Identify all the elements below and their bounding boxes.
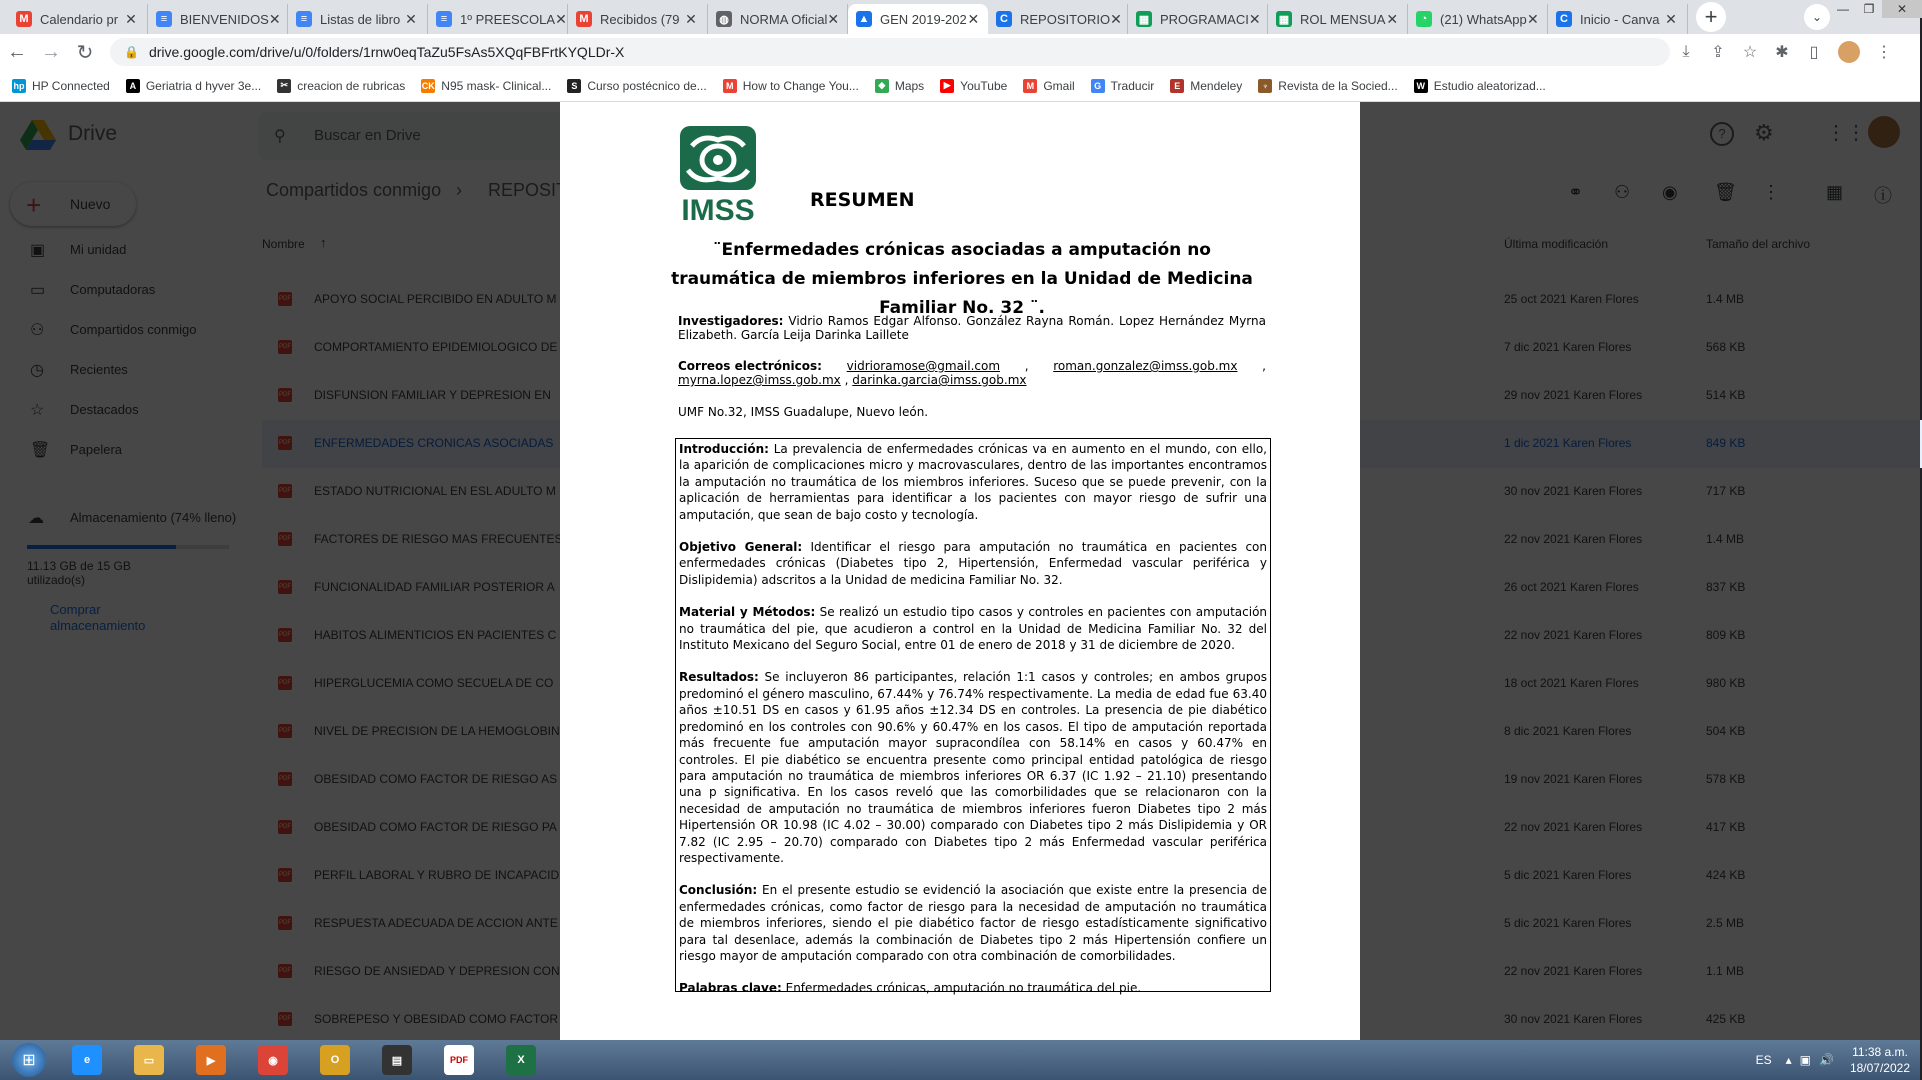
bookmark-item[interactable] [12, 79, 110, 93]
taskbar-app-button[interactable] [306, 1041, 364, 1079]
browser-tab[interactable] [8, 4, 148, 34]
investigators-label: Investigadores: [678, 314, 784, 328]
bookmark-label: Traducir [1110, 78, 1155, 93]
abstract-section-label: Palabras clave: [679, 981, 782, 996]
taskbar-app-button[interactable] [58, 1041, 116, 1079]
address-toolbar [0, 34, 1920, 70]
bookmark-label: YouTube [960, 78, 1008, 93]
browser-tab-title: 1º PREESCOLA [460, 11, 556, 27]
browser-tab[interactable] [848, 4, 988, 34]
close-window-button[interactable]: ✕ [1882, 0, 1922, 18]
bookmark-favicon-icon: ✂ [277, 79, 291, 93]
browser-tab[interactable] [1548, 4, 1688, 34]
docs-icon: ≡ [296, 11, 312, 27]
abstract-section [679, 980, 1267, 996]
windows-taskbar [0, 1040, 1920, 1080]
abstract-section-label: Conclusión: [679, 883, 758, 898]
forward-button[interactable]: → [41, 40, 61, 63]
bookmark-item[interactable] [126, 79, 261, 93]
share-icon[interactable]: ⇪ [1711, 44, 1725, 61]
browser-tab[interactable] [1408, 4, 1548, 34]
lock-icon: 🔒 [124, 45, 139, 59]
clock-time: 11:38 a.m. [1852, 1045, 1908, 1059]
bookmark-favicon-icon: S [567, 79, 581, 93]
browser-tab[interactable] [1128, 4, 1268, 34]
bookmark-favicon-icon: M [723, 79, 737, 93]
close-tab-icon[interactable]: ✕ [405, 10, 417, 27]
close-tab-icon[interactable]: ✕ [685, 10, 697, 27]
browser-tab-title: BIENVENIDOS [180, 11, 269, 27]
browser-tab-title: PROGRAMACI [1160, 11, 1249, 27]
media-player-icon: ▶ [196, 1045, 226, 1075]
bookmark-item[interactable] [421, 79, 551, 93]
close-tab-icon[interactable]: ✕ [1526, 10, 1539, 27]
maximize-button[interactable]: ❐ [1863, 2, 1875, 16]
taskbar-app-button[interactable] [368, 1041, 426, 1079]
bookmark-star-icon[interactable]: ☆ [1742, 44, 1758, 61]
bookmark-item[interactable] [567, 79, 706, 93]
bookmark-label: N95 mask- Clinical... [441, 78, 552, 93]
bookmark-item[interactable] [277, 79, 405, 93]
bookmark-item[interactable] [1414, 79, 1546, 93]
volume-icon[interactable]: 🔊 [1818, 1053, 1834, 1067]
close-tab-icon[interactable]: ✕ [967, 10, 980, 27]
close-tab-icon[interactable]: ✕ [125, 10, 137, 27]
abstract-section-label: Introducción: [679, 442, 769, 456]
profile-avatar[interactable] [1838, 41, 1860, 63]
abstract-section-label: Material y Métodos: [679, 605, 816, 620]
email-1[interactable]: vidrioramose@gmail.com [846, 359, 1001, 373]
email-3[interactable]: myrna.lopez@imss.gob.mx [678, 373, 841, 387]
docs-icon: ≡ [436, 11, 452, 27]
browser-tab-title: Calendario pr [40, 11, 119, 27]
imss-logo-text: IMSS [681, 194, 755, 227]
canva-icon: C [996, 11, 1012, 27]
new-tab-button[interactable]: + [1696, 2, 1726, 32]
close-tab-icon[interactable]: ✕ [555, 10, 567, 27]
abstract-section [679, 669, 1267, 866]
bookmark-label: HP Connected [32, 78, 110, 93]
start-button[interactable] [4, 1041, 54, 1079]
bookmark-favicon-icon: G [1091, 79, 1105, 93]
close-tab-icon[interactable]: ✕ [1110, 10, 1122, 27]
close-tab-icon[interactable]: ✕ [268, 10, 281, 27]
pdf-icon: PDF [444, 1045, 474, 1075]
taskbar-app-button[interactable] [120, 1041, 178, 1079]
file-explorer-icon: ▭ [134, 1045, 164, 1075]
abstract-section [679, 882, 1267, 964]
language-indicator[interactable]: ES [1755, 1053, 1772, 1067]
bookmark-label: How to Change You... [742, 78, 859, 93]
emails-label: Correos electrónicos: [678, 359, 822, 373]
canva-icon: C [1556, 11, 1572, 27]
bookmark-label: Gmail [1043, 78, 1075, 93]
tab-search-button[interactable]: ⌄ [1804, 4, 1830, 30]
bookmark-item[interactable] [1170, 79, 1242, 93]
browser-tab-title: Inicio - Canva [1580, 11, 1660, 27]
investigators-names: Vidrio Ramos Edgar Alfonso. González Rayna Román. Lopez Hernández Myrna Elizabeth. García Leija Darinka Laillete [678, 314, 1266, 342]
bookmark-favicon-icon: A [126, 79, 140, 93]
browser-tab[interactable] [988, 4, 1128, 34]
browser-tab[interactable] [148, 4, 288, 34]
internet-explorer-icon: e [72, 1045, 102, 1075]
close-tab-icon[interactable]: ✕ [827, 10, 840, 27]
abstract-section-text: Se incluyeron 86 participantes, relación 1:1 casos y controles; en ambos grupos predominó el género masculino, 67.44% y 76.74% respectivamente. La media de edad fue 63.40 años ±10.51 DS en casos y 61.95 años ±12.34 DS en controles. La presencia de pie diabético predominó en los controles con 90.6% y 60.47% en los casos. El tipo de amputación reportada más frecuente fue amputación mayor supracondílea con 58.14% en casos y 60.47% en controles. El pie diabético se encuentra presente como principal entidad patológica de riesgo para amputación no traumática de miembros inferiores OR 6.37 (IC 1.92 – 21.10) presentando una p significativa. En los casos reveló que las comorbilidades que se relacionaron con la necesidad de amputación no traumática de miembros inferiores fueron Diabetes tipo 2 más Hipertensión OR 10.98 (IC 4.02 – 30.00) comparado con Diabetes tipo 2 más Dislipidemia y OR 7.82 (IC 2.95 – 20.70) comparado con Diabetes tipo 2 más Enfermedad vascular periférica respectivamente. [679, 670, 1267, 865]
browser-tab-title: REPOSITORIO [1020, 11, 1111, 27]
game-icon: ▤ [382, 1045, 412, 1075]
email-separator-1: , [1024, 359, 1029, 373]
network-icon[interactable]: ▣ [1799, 1053, 1811, 1067]
document-heading: RESUMEN [810, 189, 915, 211]
browser-tab-title: ROL MENSUA [1300, 11, 1386, 27]
browser-tab-strip [0, 0, 1920, 34]
email-separator-2: , [1262, 359, 1266, 373]
abstract-section [679, 441, 1267, 523]
browser-tab-title: (21) WhatsApp [1440, 11, 1527, 27]
browser-tab-title: GEN 2019-202 [880, 11, 967, 27]
bookmark-favicon-icon: CK [421, 80, 435, 91]
gmail-icon: M [576, 11, 592, 27]
abstract-section-text: Identificar el riesgo para amputación no traumática en pacientes con enfermedades crónicas (Diabetes tipo 2, Hipertensión, Enfermedad vascular periférica y Dislipidemia) adscritos a la Unidad de medicina Familiar No. 32. [679, 540, 1268, 587]
url-text: drive.google.com/drive/u/0/folders/1rnw0eqTaZu5FsAs5XQqFBFrtKYQLDr-X [148, 44, 625, 60]
sheets-icon: ▦ [1276, 11, 1292, 27]
taskbar-app-button[interactable] [492, 1041, 550, 1079]
bookmark-favicon-icon: hp [13, 80, 25, 91]
bookmark-label: Geriatria d hyver 3e... [145, 78, 262, 93]
document-title: ¨Enfermedades crónicas asociadas a amputación no traumática de miembros inferiores en la Unidad de Medicina Familiar No. 32 ¨. [671, 240, 1253, 318]
docs-icon: ≡ [156, 11, 172, 27]
bookmark-label: Curso postécnico de... [587, 78, 707, 93]
browser-tab[interactable] [708, 4, 848, 34]
unit-text: UMF No.32, IMSS Guadalupe, Nuevo león. [678, 405, 929, 419]
menu-icon[interactable]: ⋮ [1876, 44, 1892, 61]
side-panel-icon[interactable]: ▯ [1809, 44, 1819, 61]
browser-tab[interactable] [288, 4, 428, 34]
abstract-section-text: Se realizó un estudio tipo casos y controles en pacientes con amputación no traumática del pie, que acudieron a control en la Unidad de Medicina Familiar No. 32 del Instituto Mexicano del Seguro Social, entre 01 de enero de 2018 y 31 de diciembre de 2020. [679, 605, 1268, 653]
bookmark-favicon-icon: ♆ [1258, 79, 1272, 93]
reload-button[interactable]: ↻ [76, 41, 94, 64]
close-tab-icon[interactable]: ✕ [1386, 10, 1399, 27]
bookmark-item[interactable] [875, 79, 924, 93]
bookmark-favicon-icon: ▶ [940, 79, 954, 93]
outlook-icon: O [320, 1045, 350, 1075]
taskbar-app-button[interactable] [430, 1041, 488, 1079]
minimize-button[interactable]: — [1837, 2, 1849, 16]
bookmark-item[interactable] [1258, 79, 1397, 93]
bookmark-label: Estudio aleatorizad... [1433, 78, 1546, 93]
abstract-section-label: Resultados: [679, 670, 759, 685]
email-separator-3: , [844, 373, 849, 387]
email-2[interactable]: roman.gonzalez@imss.gob.mx [1053, 359, 1238, 373]
imss-logo [678, 126, 758, 227]
globe-icon: ◍ [716, 11, 732, 27]
abstract-section-text: En el presente estudio se evidenció la asociación que existe entre la presencia de enfermedades crónicas, como factor de riesgo para la necesidad de amputación no traumática de miembros inferiores, siendo el pie diabético factor de riesgo estadísticamente significativo para tal desenlace, además la combinación de Diabetes tipo 2 más Hipertensión confiere un riesgo mayor de amputación comparado con otra combinación de comorbilidades. [679, 883, 1267, 963]
sheets-icon: ▦ [1136, 11, 1152, 27]
taskbar-app-button[interactable] [182, 1041, 240, 1079]
abstract-section-text: Enfermedades crónicas, amputación no traumática del pie. [781, 981, 1142, 996]
whatsapp-icon: ◔ [1416, 11, 1432, 27]
abstract-section [679, 604, 1267, 653]
bookmark-item[interactable] [723, 79, 859, 93]
taskbar-app-button[interactable] [244, 1041, 302, 1079]
investigators-paragraph [678, 314, 1266, 342]
back-button[interactable]: ← [7, 40, 27, 63]
bookmark-favicon-icon: E [1170, 79, 1184, 93]
abstract-section [679, 539, 1267, 588]
browser-tab[interactable] [568, 4, 708, 34]
browser-tab[interactable] [1268, 4, 1408, 34]
abstract-section-text: La prevalencia de enfermedades crónicas va en aumento en el mundo, con ello, la aparición de complicaciones micro y macrovasculares, dentro de las importantes encontramos la amputación no traumática de los miembros inferiores. Suceso que se puede prevenir, con la aplicación de herramientas para identificar a los pacientes con mayor riesgo de sufrir una amputación, que sean de bajo costo y tecnología. [679, 442, 1267, 522]
browser-tab[interactable] [428, 4, 568, 34]
browser-tab-title: Listas de libro [320, 11, 401, 27]
close-tab-icon[interactable]: ✕ [1665, 10, 1677, 27]
bookmark-label: Maps [894, 78, 925, 93]
windows-logo-icon: ⊞ [12, 1043, 46, 1077]
bookmark-label: Mendeley [1190, 78, 1243, 93]
gmail-icon: M [16, 11, 32, 27]
pdf-page [560, 102, 1360, 1040]
abstract-section-label: Objetivo General: [679, 540, 803, 555]
chrome-icon: ◉ [258, 1045, 288, 1075]
url-bar[interactable] [110, 38, 1670, 66]
window-controls [1830, 0, 1922, 20]
bookmark-favicon-icon: ◆ [875, 79, 889, 93]
bookmark-label: Revista de la Socied... [1278, 78, 1398, 93]
bookmarks-bar [0, 70, 1920, 102]
abstract-box [675, 438, 1271, 996]
clock[interactable] [1850, 1044, 1910, 1076]
bookmark-item[interactable] [940, 79, 1007, 93]
emails-paragraph [678, 359, 1266, 387]
tray-arrow-icon[interactable]: ▴ [1785, 1053, 1792, 1067]
close-tab-icon[interactable]: ✕ [1248, 10, 1261, 27]
browser-tab-title: NORMA Oficial [740, 11, 828, 27]
drive-icon: ▲ [856, 11, 872, 27]
bookmark-label: creacion de rubricas [297, 78, 406, 93]
bookmark-item[interactable] [1091, 79, 1155, 93]
browser-tab-title: Recibidos (79 [600, 11, 680, 27]
excel-icon: X [506, 1045, 536, 1075]
bookmark-favicon-icon: M [1023, 79, 1037, 93]
bookmark-item[interactable] [1023, 79, 1074, 93]
system-tray [1756, 1040, 1910, 1080]
extensions-icon[interactable]: ✱ [1775, 44, 1789, 61]
taskbar-apps [54, 1041, 550, 1079]
install-icon[interactable]: ⤓ [1682, 43, 1690, 60]
email-4[interactable]: darinka.garcia@imss.gob.mx [852, 373, 1027, 387]
bookmark-favicon-icon: W [1414, 79, 1428, 93]
clock-date: 18/07/2022 [1849, 1061, 1910, 1075]
